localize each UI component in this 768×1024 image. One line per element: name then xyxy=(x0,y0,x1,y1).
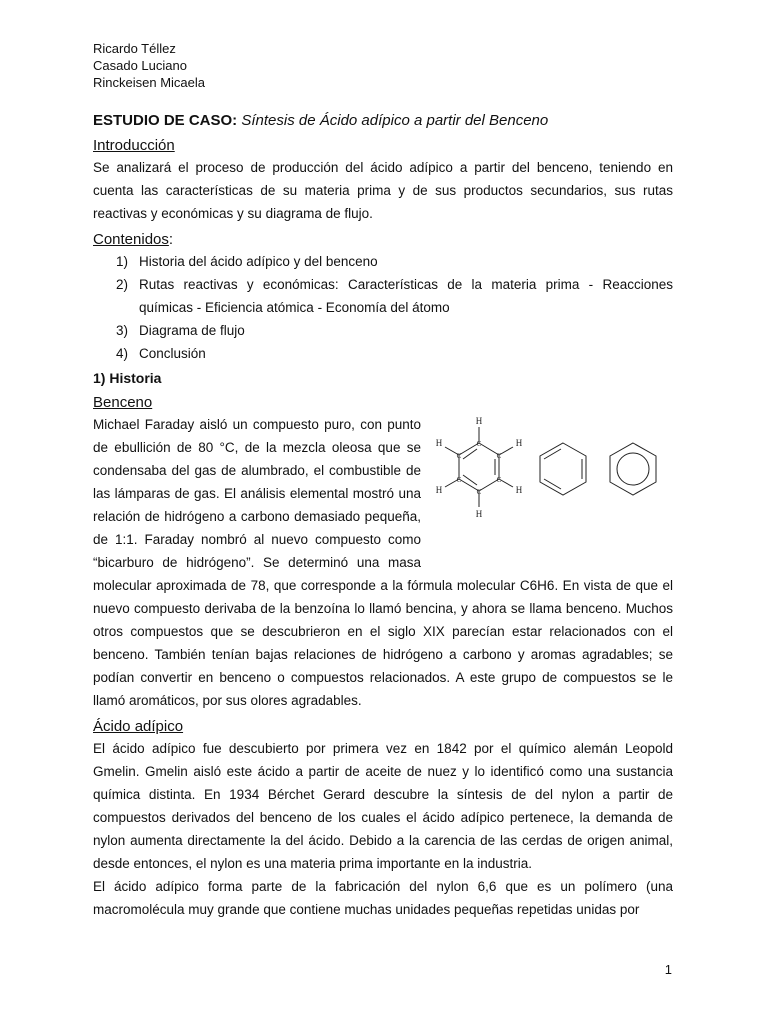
hydrogen-label: H xyxy=(475,509,483,519)
document-page xyxy=(93,40,673,921)
intro-heading: Introducción xyxy=(93,137,175,154)
list-number: 4) xyxy=(116,346,129,361)
hydrogen-label: H xyxy=(435,485,443,495)
document-title xyxy=(93,111,673,131)
hydrogen-label: H xyxy=(475,416,483,426)
contents-list xyxy=(93,250,673,365)
carbon-label: C xyxy=(456,452,462,460)
contents-colon: : xyxy=(168,231,174,248)
benzene-structure-figures xyxy=(433,413,673,551)
title-prefix: ESTUDIO DE CASO: xyxy=(93,112,238,129)
author-name: Ricardo Téllez xyxy=(93,41,176,56)
list-number: 3) xyxy=(116,323,129,338)
hydrogen-label: H xyxy=(435,438,443,448)
intro-paragraph: Se analizará el proceso de producción del ácido adípico a partir del benceno, teniendo en cuenta las características de su materia prima y de sus productos secundarios, sus rutas reactivas y económicas y su diagrama de flujo. xyxy=(93,160,673,221)
benzene-section xyxy=(93,413,673,712)
list-item xyxy=(116,273,673,319)
list-item xyxy=(116,342,673,365)
author-name: Casado Luciano xyxy=(93,58,187,73)
list-item xyxy=(116,250,673,273)
carbon-label: C xyxy=(496,452,502,460)
hydrogen-label: H xyxy=(515,485,523,495)
author-list xyxy=(93,40,673,91)
circle-benzene xyxy=(610,443,656,495)
list-item-text: Diagrama de flujo xyxy=(139,323,245,338)
title-text: Síntesis de Ácido adípico a partir del Benceno xyxy=(241,112,549,129)
benzene-heading: Benceno xyxy=(93,394,153,411)
hydrogen-label: H xyxy=(515,438,523,448)
list-number: 2) xyxy=(116,277,129,292)
adipic-paragraph-2: El ácido adípico forma parte de la fabricación del nylon 6,6 que es un polímero (una macromolécula muy grande que contiene muchas unidades pequeñas repetidas unidas por xyxy=(93,879,673,917)
list-item-text: Conclusión xyxy=(139,346,206,361)
benzene-paragraph: Michael Faraday aisló un compuesto puro, con punto de ebullición de 80 °C, de la mezcla oleosa que se condensaba del gas de alumbrado, el combustible de las lámparas de gas. El análisis elemental mostró una relación de hidrógeno a carbono demasiado pequeña, de 1:1. Faraday nombró al nuevo compuesto como “bicarburo de hidrógeno”. Se determinó una masa molecular aproximada de 78, que corresponde a la fórmula molecular C6H6. En vista de que el nuevo compuesto derivaba de la benzoína lo llamó bencina, y ahora se llama benceno. Muchos otros compuestos que se descubrieron en el siglo XIX parecían estar relacionados con el benceno. También tenían bajas relaciones de hidrógeno a carbono y aromas agradables; se podían convertir en benceno o compuestos relacionados. A este grupo de compuestos se le llamó aromáticos, por sus olores agradables. xyxy=(93,417,673,708)
author-name: Rinckeisen Micaela xyxy=(93,75,205,90)
carbon-label: C xyxy=(476,440,482,448)
list-item-text: Historia del ácido adípico y del benceno xyxy=(139,254,378,269)
carbon-label: C xyxy=(456,476,462,484)
carbon-label: C xyxy=(476,488,482,496)
contents-heading: Contenidos xyxy=(93,231,169,248)
adipic-paragraph-1: El ácido adípico fue descubierto por primera vez en 1842 por el químico alemán Leopold Gmelin. Gmelin aisló este ácido a partir de aceite de nuez y lo identificó como una sustancia química distinta. En 1934 Bérchet Gerard descubre la síntesis de del nylon a partir de compuestos derivados del benceno de los cuales el ácido adípico pertenece, la demanda de nylon aumenta directamente la del ácido. Debido a la carencia de las cerdas de origen animal, desde entonces, el nylon es una materia prima importante en la industria. xyxy=(93,741,673,871)
carbon-label: C xyxy=(496,476,502,484)
history-heading: 1) Historia xyxy=(93,370,162,386)
adipic-heading: Ácido adípico xyxy=(93,718,184,735)
contents-heading-wrap xyxy=(93,230,673,250)
skeletal-benzene xyxy=(540,443,586,495)
list-item xyxy=(116,319,673,342)
page-number: 1 xyxy=(664,962,672,977)
list-item-text: Rutas reactivas y económicas: Características de la materia prima - Reacciones químicas - Eficiencia atómica - Economía del átomo xyxy=(139,277,673,315)
list-number: 1) xyxy=(116,254,129,269)
